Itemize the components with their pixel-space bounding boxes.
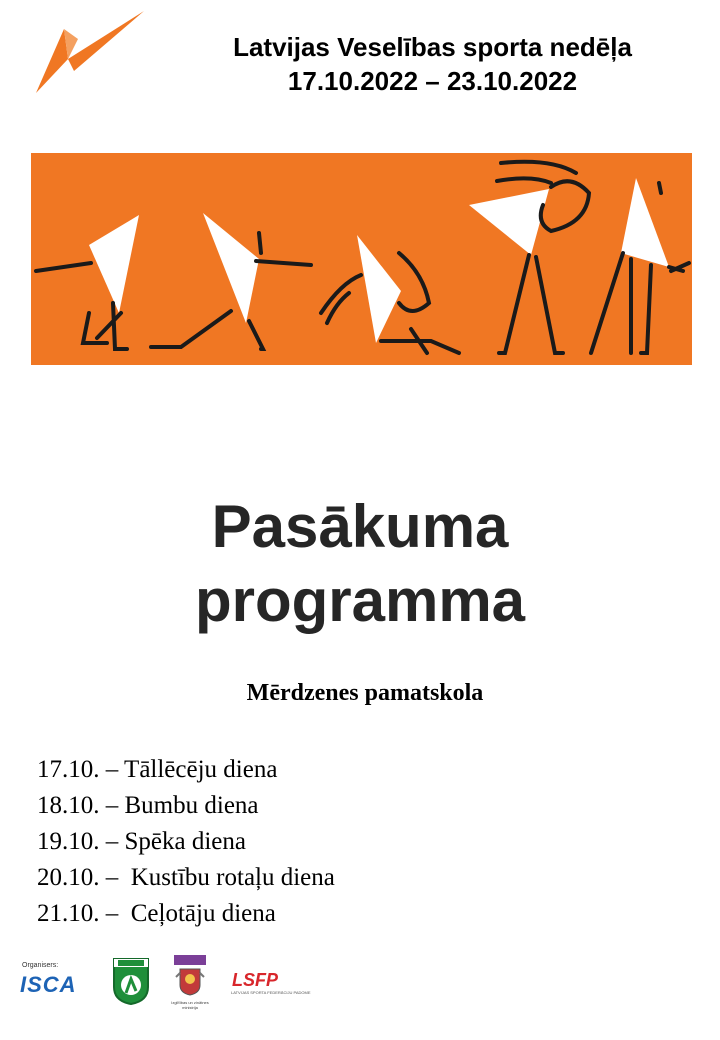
- ltsa-shield-icon: [112, 957, 150, 1005]
- schedule-item: 20.10. – Kustību rotaļu diena: [37, 864, 335, 891]
- ministry-crest-icon: [172, 955, 208, 999]
- header-dates: 17.10.2022 – 23.10.2022: [287, 66, 578, 96]
- lsfp-logo: LSFP: [232, 970, 279, 990]
- header-line-1: Latvijas Veselības sporta nedēļa: [233, 32, 632, 62]
- schedule-item: 18.10. – Bumbu diena: [37, 792, 259, 819]
- schedule-list: [37, 752, 335, 932]
- organisers-label: Organisers:: [22, 962, 59, 969]
- header-title: [160, 30, 705, 98]
- event-logo-icon: [34, 9, 146, 95]
- lsfp-caption: LATVIJAS SPORTA FEDERĀCIJU PADOME: [231, 990, 311, 995]
- isca-logo: ISCA: [20, 972, 77, 997]
- hero-banner: [31, 153, 692, 365]
- exercising-figures-illustration: [31, 153, 692, 365]
- page-title: [0, 490, 720, 638]
- schedule-item: 21.10. – Ceļotāju diena: [37, 900, 276, 927]
- schedule-item: 17.10. – Tāllēcēju diena: [37, 756, 278, 783]
- school-name: Mērdzenes pamatskola: [246, 680, 484, 706]
- title-line-2: programma: [194, 567, 526, 634]
- title-line-1: Pasākuma: [211, 493, 509, 560]
- schedule-item: 19.10. – Spēka diena: [37, 828, 246, 855]
- ministry-caption: Izglītības un zinātnes ministrija: [171, 1000, 209, 1010]
